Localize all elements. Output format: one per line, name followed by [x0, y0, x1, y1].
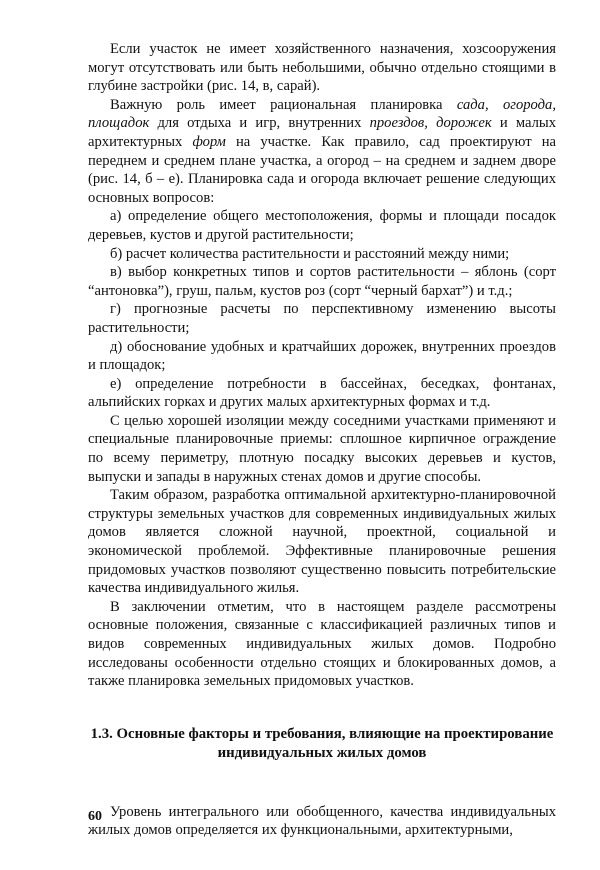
paragraph-isolation: С целью хорошей изоляции между соседними участками применяют и специальные планировочные приемы: сплошное кирпичное ограждение по всему периметру, плотную посадку высоких деревьев и кустов, выпуски и запады в наружных стенах домов и другие способы. — [88, 412, 556, 485]
paragraph-outbuildings: Если участок не имеет хозяйственного назначения, хозсооружения могут отсутствовать или быть небольшими, обычно отдельно стоящими в глубине застройки (рис. 14, в, сарай). — [88, 41, 556, 95]
text-run: на участке. Как правило, сад проектируют на переднем и среднем плане участка, а огород – на среднем и заднем дворе (рис. 14, б – е). Планировка сада и огорода включает решение следующих основных вопросов: — [88, 133, 556, 206]
page-number: 60 — [88, 809, 102, 824]
italic-term-garden: сада, огорода, площадок — [88, 96, 556, 132]
paragraph-section-summary: В заключении отметим, что в настоящем разделе рассмотрены основные положения, связанные с классификацией различных типов и видов современных индивидуальных жилых домов. Подробно исследованы особенности отдельно стоящих и блокированных домов, а также планировка земельных придомовых участков. — [88, 598, 556, 690]
section-heading — [88, 725, 556, 763]
italic-term-paths: проездов, дорожек — [369, 115, 492, 132]
text-run: и малых архитектурных — [88, 115, 556, 150]
paragraph-quality-level: Уровень интегрального или обобщенного, качества индивидуальных жилых домов определяется их функциональными, архитектурными, — [88, 803, 556, 839]
page-body — [88, 40, 556, 840]
list-item-f: е) определение потребности в бассейнах, беседках, фонтанах, альпийских горках и других малых архитектурных формах и т.д. — [88, 375, 556, 411]
list-item-b: б) расчет количества растительности и расстояний между ними; — [110, 245, 510, 262]
italic-term-forms: форм — [192, 133, 226, 150]
text-run: для отдыха и игр, внутренних — [149, 115, 370, 132]
section-heading-line-1: 1.3. Основные факторы и требования, влияющие на проектирование — [90, 725, 554, 742]
list-item-e: д) обоснование удобных и кратчайших дорожек, внутренних проездов и площадок; — [88, 338, 556, 374]
text-run: Важную роль имеет рациональная планировка — [110, 96, 457, 113]
list-item-a: а) определение общего местоположения, формы и площади посадок деревьев, кустов и другой растительности; — [88, 208, 556, 243]
paragraph-garden-planning — [88, 96, 556, 208]
list-item-d: г) прогнозные расчеты по перспективному изменению высоты растительности; — [88, 301, 556, 336]
section-heading-line-2: индивидуальных жилых домов — [217, 744, 427, 761]
paragraph-conclusion-structure: Таким образом, разработка оптимальной архитектурно-планировочной структуры земельных участков для современных индивидуальных жилых домов является сложной научной, проектной, социальной и экономической проблемой. Эффективные планировочные решения придомовых участков позволяют существенно повысить потребительские качества индивидуального жилья. — [88, 487, 556, 597]
list-item-c: в) выбор конкретных типов и сортов растительности – яблонь (сорт “антоновка”), груш, пальм, кустов роз (сорт “черный бархат”) и т.д.; — [88, 264, 556, 299]
